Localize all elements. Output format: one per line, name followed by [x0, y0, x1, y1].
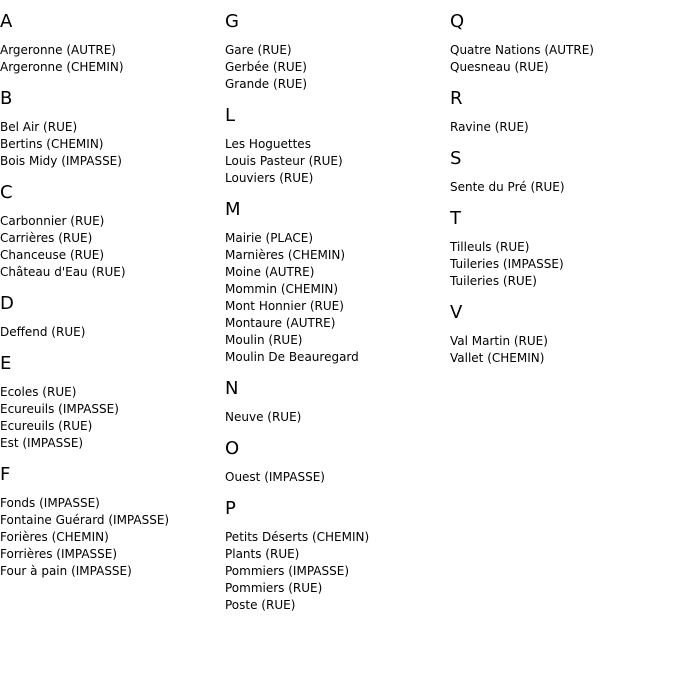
street-item: Neuve (RUE) [225, 410, 302, 424]
letter-heading: E [0, 353, 12, 374]
letter-heading: N [225, 378, 239, 399]
letter-group [450, 148, 675, 196]
street-item: Ecoles (RUE) [0, 385, 77, 399]
street-item: Louviers (RUE) [225, 171, 314, 185]
street-list [0, 42, 225, 76]
street-list [0, 384, 225, 452]
street-list [225, 42, 450, 93]
street-list [225, 136, 450, 187]
letter-group [225, 438, 450, 486]
street-item: Gare (RUE) [225, 43, 292, 57]
letter-group [450, 208, 675, 290]
letter-group [225, 11, 450, 93]
street-item: Plants (RUE) [225, 547, 300, 561]
letter-group [0, 293, 225, 341]
street-item: Argeronne (CHEMIN) [0, 60, 124, 74]
letter-heading: P [225, 498, 236, 519]
street-index-column-3 [450, 0, 675, 379]
street-list [0, 119, 225, 170]
letter-heading: M [225, 199, 241, 220]
street-item: Petits Déserts (CHEMIN) [225, 530, 370, 544]
street-list [225, 230, 450, 366]
letter-heading: R [450, 88, 463, 109]
letter-group [0, 182, 225, 281]
street-item: Tuileries (IMPASSE) [450, 257, 564, 271]
street-list [0, 324, 225, 341]
letter-heading: O [225, 438, 240, 459]
street-list [225, 409, 450, 426]
letter-heading: A [0, 11, 13, 32]
street-item: Bel Air (RUE) [0, 120, 78, 134]
letter-heading: S [450, 148, 462, 169]
street-item: Ecureuils (RUE) [0, 419, 93, 433]
letter-heading: C [0, 182, 13, 203]
street-list [0, 495, 225, 580]
letter-heading: Q [450, 11, 465, 32]
letter-group [450, 302, 675, 367]
street-item: Moulin (RUE) [225, 333, 303, 347]
street-item: Mairie (PLACE) [225, 231, 314, 245]
street-item: Tuileries (RUE) [450, 274, 537, 288]
street-item: Les Hoguettes [225, 137, 311, 151]
street-item: Four à pain (IMPASSE) [0, 564, 132, 578]
street-item: Marnières (CHEMIN) [225, 248, 346, 262]
street-item: Forières (CHEMIN) [0, 530, 109, 544]
street-item: Forrières (IMPASSE) [0, 547, 118, 561]
street-item: Carrières (RUE) [0, 231, 93, 245]
street-index-column-1 [0, 0, 225, 592]
street-list [450, 42, 675, 76]
street-item: Est (IMPASSE) [0, 436, 84, 450]
letter-group [450, 11, 675, 76]
letter-group [0, 88, 225, 170]
street-item: Vallet (CHEMIN) [450, 351, 545, 365]
street-item: Sente du Pré (RUE) [450, 180, 565, 194]
street-item: Moulin De Beauregard [225, 350, 359, 364]
street-item: Château d'Eau (RUE) [0, 265, 126, 279]
street-item: Bertins (CHEMIN) [0, 137, 104, 151]
street-list [225, 469, 450, 486]
street-item: Tilleuls (RUE) [450, 240, 530, 254]
street-item: Bois Midy (IMPASSE) [0, 154, 122, 168]
street-item: Mommin (CHEMIN) [225, 282, 339, 296]
street-item: Fonds (IMPASSE) [0, 496, 100, 510]
street-item: Deffend (RUE) [0, 325, 86, 339]
street-item: Val Martin (RUE) [450, 334, 548, 348]
street-item: Mont Honnier (RUE) [225, 299, 344, 313]
letter-heading: B [0, 88, 13, 109]
street-item: Poste (RUE) [225, 598, 296, 612]
letter-heading: V [450, 302, 463, 323]
street-item: Ravine (RUE) [450, 120, 529, 134]
street-list [0, 213, 225, 281]
street-item: Quesneau (RUE) [450, 60, 549, 74]
street-list [450, 119, 675, 136]
street-item: Moine (AUTRE) [225, 265, 315, 279]
street-item: Gerbée (RUE) [225, 60, 307, 74]
street-item: Ouest (IMPASSE) [225, 470, 325, 484]
letter-heading: T [450, 208, 461, 229]
street-item: Montaure (AUTRE) [225, 316, 336, 330]
letter-group [0, 464, 225, 580]
letter-heading: D [0, 293, 14, 314]
street-item: Argeronne (AUTRE) [0, 43, 116, 57]
street-item: Chanceuse (RUE) [0, 248, 105, 262]
street-item: Carbonnier (RUE) [0, 214, 105, 228]
letter-group [225, 199, 450, 366]
street-item: Quatre Nations (AUTRE) [450, 43, 594, 57]
letter-group [225, 105, 450, 187]
street-item: Grande (RUE) [225, 77, 308, 91]
letter-group [225, 378, 450, 426]
street-item: Louis Pasteur (RUE) [225, 154, 343, 168]
letter-group [225, 498, 450, 614]
letter-group [0, 11, 225, 76]
street-item: Pommiers (IMPASSE) [225, 564, 349, 578]
street-item: Ecureuils (IMPASSE) [0, 402, 119, 416]
street-list [450, 333, 675, 367]
street-list [450, 239, 675, 290]
letter-heading: F [0, 464, 11, 485]
street-list [225, 529, 450, 614]
letter-heading: L [225, 105, 236, 126]
street-list [450, 179, 675, 196]
letter-group [450, 88, 675, 136]
street-item: Pommiers (RUE) [225, 581, 323, 595]
street-index-column-2 [225, 0, 450, 626]
street-item: Fontaine Guérard (IMPASSE) [0, 513, 170, 527]
letter-heading: G [225, 11, 239, 32]
letter-group [0, 353, 225, 452]
